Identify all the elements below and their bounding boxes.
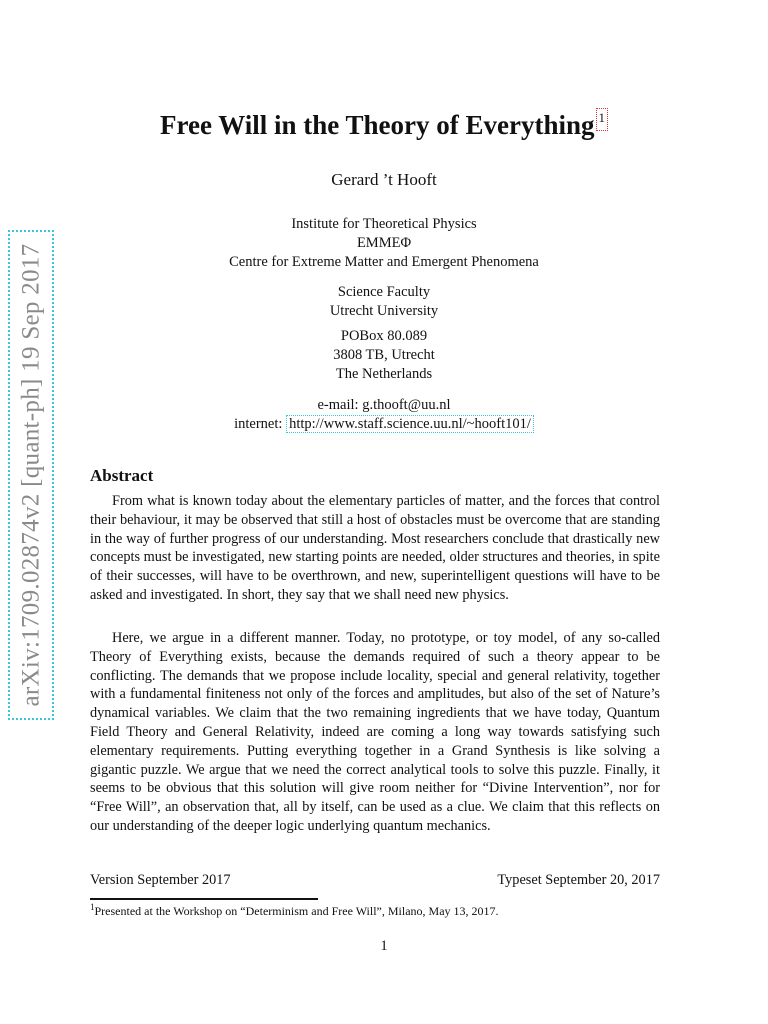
internet-line — [60, 415, 708, 434]
emme: EMMEΦ — [356, 235, 412, 251]
affiliation-block-2 — [60, 283, 708, 321]
arxiv-stamp-link[interactable] — [8, 230, 54, 720]
arxiv-stamp-text: arXiv:1709.02874v2 [quant-ph] 19 Sep 2017 — [17, 243, 44, 707]
city: 3808 TB, Utrecht — [333, 347, 435, 363]
version-text: Version September 2017 — [90, 872, 231, 888]
internet-label: internet: — [234, 416, 283, 432]
footnote-mark: 1 — [90, 902, 95, 912]
homepage-link[interactable]: http://www.staff.science.uu.nl/~hooft101/ — [286, 415, 534, 433]
footnote-rule — [90, 898, 318, 900]
contact-block — [60, 396, 708, 434]
footnote-text: Presented at the Workshop on “Determinism and Free Will”, Milano, May 13, 2017. — [94, 904, 499, 918]
centre: Centre for Extreme Matter and Emergent Phenomena — [229, 254, 539, 270]
affiliation-block-1 — [60, 215, 708, 272]
email-label: e-mail: — [317, 397, 359, 413]
pobox: POBox 80.089 — [340, 328, 428, 344]
abstract-paragraph-1: From what is known today about the elementary particles of matter, and the forces that control their behaviour, it may be observed that still a host of obstacles must be overcome that are standing in the way of further progress of our understanding. Most researchers conclude that drastically new concepts must be investigated, new starting points are needed, older structures and theories, in spite of their successes, will have to be overthrown, and new, superintelligent questions will have to be asked and investigated. In short, they say that we shall need new physics. — [90, 493, 660, 603]
title-text: Free Will in the Theory of Everything — [160, 110, 595, 140]
paper-title — [60, 108, 708, 141]
faculty: Science Faculty — [337, 284, 431, 300]
page-number: 1 — [380, 938, 388, 954]
university: Utrecht University — [329, 303, 439, 319]
country: The Netherlands — [335, 366, 433, 382]
address-block — [60, 327, 708, 384]
title-footnote-link[interactable]: 1 — [596, 108, 609, 131]
footnote — [90, 902, 690, 919]
email-address: g.thooft@uu.nl — [362, 397, 451, 413]
institute: Institute for Theoretical Physics — [291, 216, 477, 232]
version-line — [90, 872, 660, 889]
email-line — [60, 396, 708, 415]
abstract-paragraph-2: Here, we argue in a different manner. Today, no prototype, or toy model, of any so-called Theory of Everything exists, because the demands required of such a theory appear to be conflicting. The demands that we propose include locality, special and general relativity, together with a fundamental finiteness not only of the forces and amplitudes, but also of the set of Nature’s dynamical variables. We claim that the two remaining ingredients that we have today, Quantum Field Theory and General Relativity, indeed are coming a long way towards satisfying such elementary requirements. Putting everything together in a Grand Synthesis is like solving a gigantic puzzle. We argue that we need the correct analytical tools to solve this puzzle. Finally, it seems to be obvious that this solution will give room neither for “Divine Intervention”, nor for “Free Will”, an observation that, all by itself, can be used as a clue. We claim that this reflects on our understanding of the deeper logic underlying quantum mechanics. — [90, 630, 660, 834]
author-name: Gerard ’t Hooft — [331, 170, 437, 189]
abstract-heading: Abstract — [90, 466, 154, 485]
typeset-text: Typeset September 20, 2017 — [497, 872, 660, 888]
